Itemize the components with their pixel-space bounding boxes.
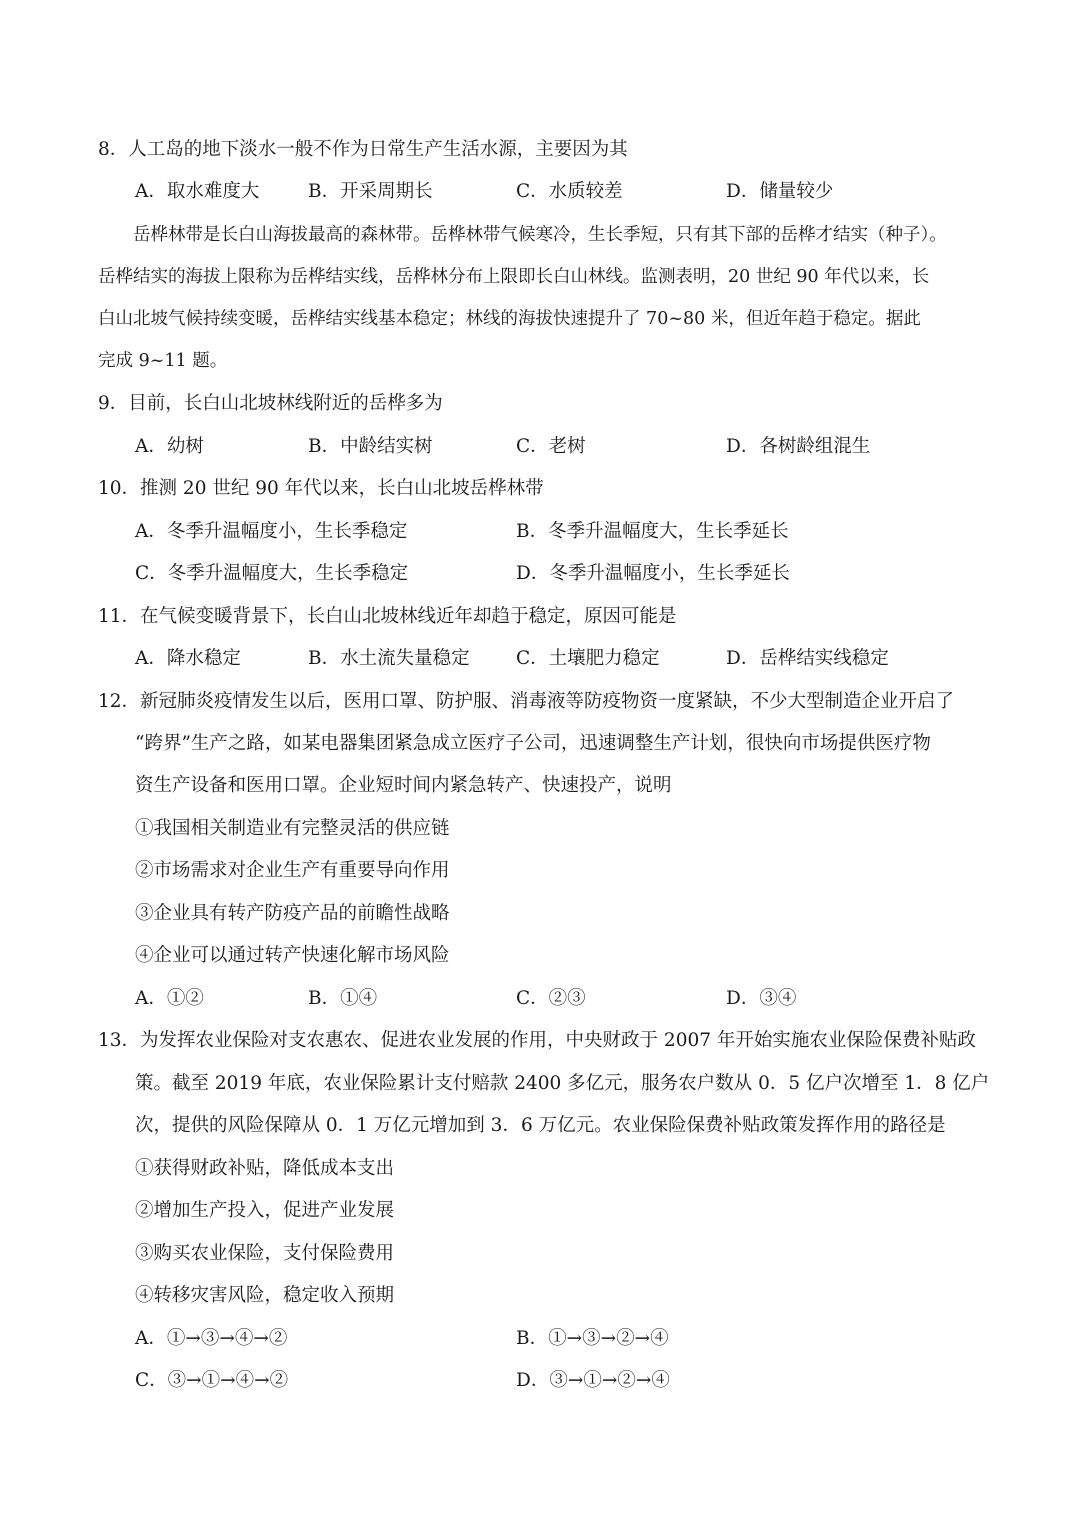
option-d: D．③④ (726, 988, 797, 1009)
option-b: B．①④ (308, 988, 378, 1009)
question-stem: “跨界”生产之路，如某电器集团紧急成立医疗子公司，迅速调整生产计划，很快向市场提供医疗物 (135, 733, 931, 754)
question-stem: 10．推测 20 世纪 90 年代以来，长白山北坡岳桦林带 (98, 478, 544, 499)
option-b: B．水土流失量稳定 (308, 648, 470, 669)
statement: ③企业具有转产防疫产品的前瞻性战略 (135, 903, 450, 924)
statement: ②市场需求对企业生产有重要导向作用 (135, 860, 450, 881)
option-c: C．土壤肥力稳定 (516, 648, 660, 669)
option-a: A．取水难度大 (135, 181, 260, 202)
statement: ④企业可以通过转产快速化解市场风险 (135, 945, 450, 966)
option-a: A．①→③→④→② (135, 1328, 288, 1349)
option-c: C．老树 (516, 436, 586, 457)
question-stem: 12．新冠肺炎疫情发生以后，医用口罩、防护服、消毒液等防疫物资一度紧缺，不少大型制造企业开启了 (98, 691, 955, 712)
statement: ④转移灾害风险，稳定收入预期 (135, 1285, 395, 1306)
option-a: A．幼树 (135, 436, 204, 457)
option-b: B．冬季升温幅度大，生长季延长 (516, 521, 789, 542)
question-stem: 策。截至 2019 年底，农业保险累计支付赔款 2400 多亿元，服务农户数从 0．5 亿户次增至 1．8 亿户 (135, 1073, 990, 1094)
option-d: D．各树龄组混生 (726, 436, 871, 457)
option-a: A．降水稳定 (135, 648, 241, 669)
option-d: D．岳桦结实线稳定 (726, 648, 889, 669)
option-a: A．①② (135, 988, 204, 1009)
option-d: D．③→①→②→④ (516, 1370, 670, 1391)
material-line: 完成 9~11 题。 (98, 351, 228, 371)
question-stem: 资生产设备和医用口罩。企业短时间内紧急转产、快速投产，说明 (135, 775, 672, 796)
option-c: C．水质较差 (516, 181, 623, 202)
question-stem: 11．在气候变暖背景下，长白山北坡林线近年却趋于稳定，原因可能是 (98, 606, 677, 627)
material-line: 岳桦结实的海拔上限称为岳桦结实线，岳桦林分布上限即长白山林线。监测表明，20 世纪 90 年代以来，长 (98, 267, 930, 287)
question-stem: 8．人工岛的地下淡水一般不作为日常生产生活水源，主要因为其 (98, 139, 628, 160)
question-stem: 9．目前，长白山北坡林线附近的岳桦多为 (98, 393, 443, 414)
material-line: 岳桦林带是长白山海拔最高的森林带。岳桦林带气候寒冷，生长季短，只有其下部的岳桦才结实（种子）。 (133, 225, 947, 245)
option-d: D．储量较少 (726, 181, 834, 202)
option-c: C．②③ (516, 988, 586, 1009)
option-c: C．冬季升温幅度大，生长季稳定 (135, 563, 409, 584)
material-line: 白山北坡气候持续变暖，岳桦结实线基本稳定；林线的海拔快速提升了 70~80 米，但近年趋于稳定。据此 (98, 309, 921, 329)
statement: ①我国相关制造业有完整灵活的供应链 (135, 818, 450, 839)
option-b: B．①→③→②→④ (516, 1328, 669, 1349)
option-c: C．③→①→④→② (135, 1370, 289, 1391)
statement: ③购买农业保险，支付保险费用 (135, 1243, 395, 1264)
question-stem: 13．为发挥农业保险对支农惠农、促进农业发展的作用，中央财政于 2007 年开始实施农业保险保费补贴政 (98, 1030, 976, 1051)
statement: ②增加生产投入，促进产业发展 (135, 1200, 395, 1221)
option-b: B．中龄结实树 (308, 436, 433, 457)
option-d: D．冬季升温幅度小，生长季延长 (516, 563, 790, 584)
question-stem: 次，提供的风险保障从 0．1 万亿元增加到 3．6 万亿元。农业保险保费补贴政策发挥作用的路径是 (135, 1115, 946, 1136)
statement: ①获得财政补贴，降低成本支出 (135, 1158, 395, 1179)
option-a: A．冬季升温幅度小，生长季稳定 (135, 521, 408, 542)
option-b: B．开采周期长 (308, 181, 433, 202)
